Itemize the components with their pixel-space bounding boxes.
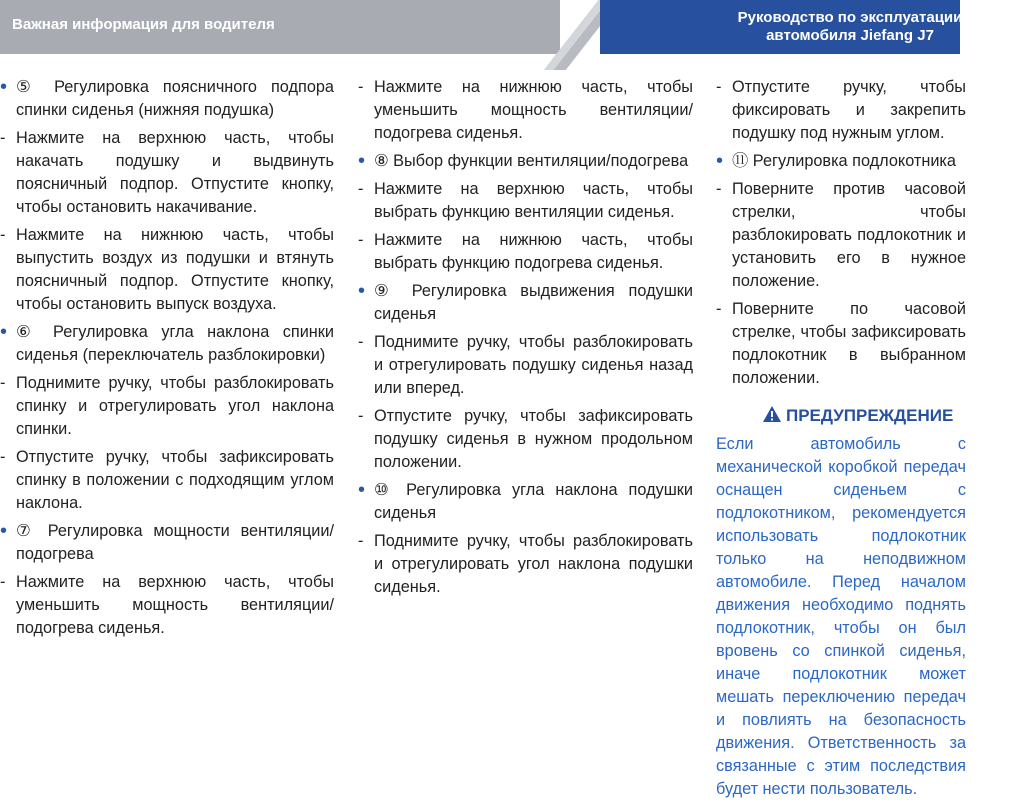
item-text: Отпустите ручку, чтобы фиксировать и закрепить подушку под нужным углом. bbox=[732, 78, 966, 142]
list-item bbox=[716, 298, 966, 390]
warning-triangle-icon bbox=[762, 405, 782, 423]
bullet-icon: • bbox=[358, 479, 366, 501]
list-item bbox=[358, 530, 693, 599]
dash-marker: - bbox=[358, 532, 364, 550]
item-text: ⑦ Регулировка мощности вентиляции/подогрева bbox=[16, 522, 334, 563]
list-item bbox=[358, 150, 693, 173]
list-item bbox=[358, 76, 693, 145]
dash-marker: - bbox=[358, 78, 364, 96]
item-text: Нажмите на нижнюю часть, чтобы уменьшить мощность вентиляции/подогрева сиденья. bbox=[374, 78, 693, 142]
manual-title-line1: Руководство по эксплуатации bbox=[737, 9, 963, 26]
dash-marker: - bbox=[358, 180, 364, 198]
bullet-icon: • bbox=[0, 321, 8, 343]
list-item bbox=[358, 229, 693, 275]
dash-marker: - bbox=[0, 374, 6, 392]
page-header bbox=[0, 0, 963, 54]
item-text: Нажмите на верхнюю часть, чтобы накачать подушку и выдвинуть поясничный подпор. Отпустите кнопку, чтобы остановить накачивание. bbox=[16, 129, 334, 216]
item-text: Нажмите на нижнюю часть, чтобы выпустить воздух из подушки и втянуть поясничный подпор. Отпустите кнопку, чтобы остановить выпуск воздуха. bbox=[16, 226, 334, 313]
bullet-icon: • bbox=[358, 150, 366, 172]
item-text: Поверните по часовой стрелке, чтобы зафиксировать подлокотник в выбранном положении. bbox=[732, 300, 966, 387]
dash-marker: - bbox=[358, 407, 364, 425]
list-item bbox=[0, 446, 334, 515]
dash-marker: - bbox=[716, 300, 722, 318]
list-item bbox=[0, 321, 334, 367]
manual-title-line2: автомобиля Jiefang J7 bbox=[766, 27, 934, 44]
warning-title: ПРЕДУПРЕЖДЕНИЕ bbox=[786, 406, 954, 425]
item-text: Поднимите ручку, чтобы разблокировать и отрегулировать угол наклона подушки сиденья. bbox=[374, 532, 693, 596]
column-3 bbox=[716, 76, 966, 801]
dash-marker: - bbox=[0, 448, 6, 466]
list-item bbox=[716, 178, 966, 293]
item-text: Отпустите ручку, чтобы зафиксировать подушку сиденья в нужном продольном положении. bbox=[374, 407, 693, 471]
warning-heading bbox=[762, 404, 966, 427]
bullet-icon: • bbox=[0, 520, 8, 542]
item-text: Отпустите ручку, чтобы зафиксировать спинку в положении с подходящим углом наклона. bbox=[16, 448, 334, 512]
item-text: ⑥ Регулировка угла наклона спинки сиденья (переключатель разблокировки) bbox=[16, 323, 334, 364]
item-text: ⑪ Регулировка подлокотника bbox=[732, 152, 956, 170]
warning-text: Если автомобиль с механической коробкой передач оснащен сиденьем с подлокотником, рекомендуется использовать подлокотник только на неподвижном автомобиле. Перед началом движения необходимо поднять подлокотник, чтобы он был вровень со спинкой сиденья, иначе подлокотник может мешать переключению передач и повлиять на безопасность движения. Ответственность за связанные с этим последствия будет нести пользователь. bbox=[716, 435, 966, 798]
list-item bbox=[358, 479, 693, 525]
dash-marker: - bbox=[0, 226, 6, 244]
item-text: Нажмите на верхнюю часть, чтобы выбрать функцию вентиляции сиденья. bbox=[374, 180, 693, 221]
bullet-icon: • bbox=[716, 150, 724, 172]
dash-marker: - bbox=[716, 180, 722, 198]
list-item bbox=[358, 331, 693, 400]
manual-title bbox=[680, 9, 1020, 45]
bullet-icon: • bbox=[358, 280, 366, 302]
list-item bbox=[0, 372, 334, 441]
item-text: Нажмите на нижнюю часть, чтобы выбрать функцию подогрева сиденья. bbox=[374, 231, 693, 272]
dash-marker: - bbox=[358, 231, 364, 249]
list-item bbox=[0, 76, 334, 122]
item-text: Поднимите ручку, чтобы разблокировать спинку и отрегулировать угол наклона спинки. bbox=[16, 374, 334, 438]
column-2 bbox=[358, 76, 693, 604]
item-text: ⑩ Регулировка угла наклона подушки сиденья bbox=[374, 481, 693, 522]
list-item bbox=[0, 520, 334, 566]
list-item bbox=[716, 76, 966, 145]
item-text: ⑤ Регулировка поясничного подпора спинки сиденья (нижняя подушка) bbox=[16, 78, 334, 119]
list-item bbox=[0, 224, 334, 316]
column-1 bbox=[0, 76, 334, 645]
bullet-icon: • bbox=[0, 76, 8, 98]
list-item bbox=[0, 571, 334, 640]
item-text: Поверните против часовой стрелки, чтобы разблокировать подлокотник и установить его в нужное положение. bbox=[732, 180, 966, 290]
item-text: ⑧ Выбор функции вентиляции/подогрева bbox=[374, 152, 689, 170]
list-item bbox=[0, 127, 334, 219]
dash-marker: - bbox=[0, 573, 6, 591]
item-text: Поднимите ручку, чтобы разблокировать и отрегулировать подушку сиденья назад или вперед. bbox=[374, 333, 693, 397]
dash-marker: - bbox=[358, 333, 364, 351]
list-item bbox=[716, 150, 966, 173]
section-title: Важная информация для водителя bbox=[12, 16, 275, 33]
item-text: Нажмите на верхнюю часть, чтобы уменьшить мощность вентиляции/подогрева сиденья. bbox=[16, 573, 334, 637]
item-text: ⑨ Регулировка выдвижения подушки сиденья bbox=[374, 282, 693, 323]
dash-marker: - bbox=[0, 129, 6, 147]
dash-marker: - bbox=[716, 78, 722, 96]
list-item bbox=[358, 280, 693, 326]
list-item bbox=[358, 178, 693, 224]
list-item bbox=[358, 405, 693, 474]
